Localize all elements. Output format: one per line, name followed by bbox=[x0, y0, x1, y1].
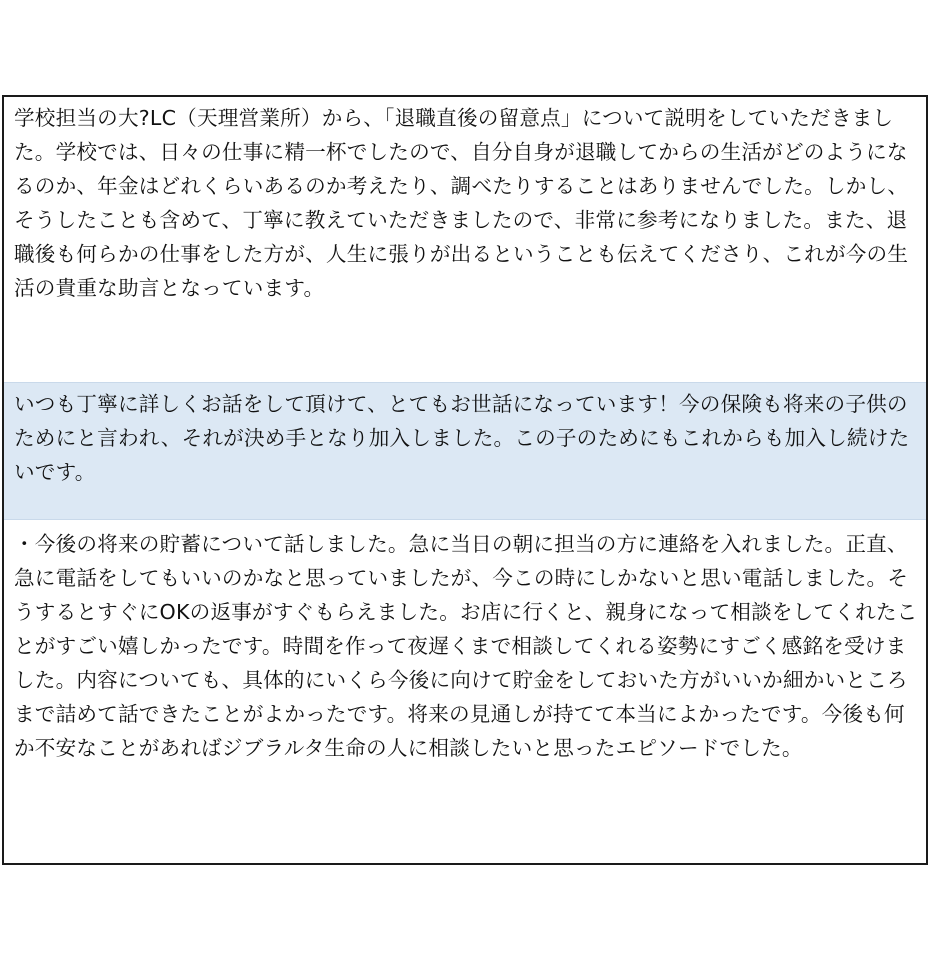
testimonial-box bbox=[2, 95, 928, 865]
testimonial-1-text: 学校担当の大?LC（天理営業所）から、「退職直後の留意点」について説明をしていただきました。学校では、日々の仕事に精一杯でしたので、自分自身が退職してからの生活がどのようになるのか、年金はどれくらいあるのか考えたり、調べたりすることはありませんでした。しかし、そうしたことも含めて、丁寧に教えていただきましたので、非常に参考になりました。また、退職後も何らかの仕事をした方が、人生に張りが出るということも伝えてくださり、これが今の生活の貴重な助言となっています。 bbox=[14, 106, 909, 300]
testimonial-1 bbox=[4, 101, 926, 305]
testimonial-3 bbox=[4, 527, 926, 765]
testimonial-2-text: いつも丁寧に詳しくお話をして頂けて、とてもお世話になっています！今の保険も将来の子供のためにと言われ、それが決め手となり加入しました。この子のためにもこれからも加入し続けたいです。 bbox=[14, 392, 910, 484]
testimonial-3-text: ・今後の将来の貯蓄について話しました。急に当日の朝に担当の方に連絡を入れました。正直、急に電話をしてもいいのかなと思っていましたが、今この時にしかないと思い電話しました。そうするとすぐにOKの返事がすぐもらえました。お店に行くと、親身になって相談をしてくれたことがすごい嬉しかったです。時間を作って夜遅くまで相談してくれる姿勢にすごく感銘を受けました。内容についても、具体的にいくら今後に向けて貯金をしておいた方がいいか細かいところまで詰めて話できたことがよかったです。将来の見通しが持てて本当によかったです。今後も何か不安なことがあればジブラルタ生命の人に相談したいと思ったエピソードでした。 bbox=[14, 532, 918, 760]
testimonial-2-highlighted bbox=[4, 382, 926, 520]
